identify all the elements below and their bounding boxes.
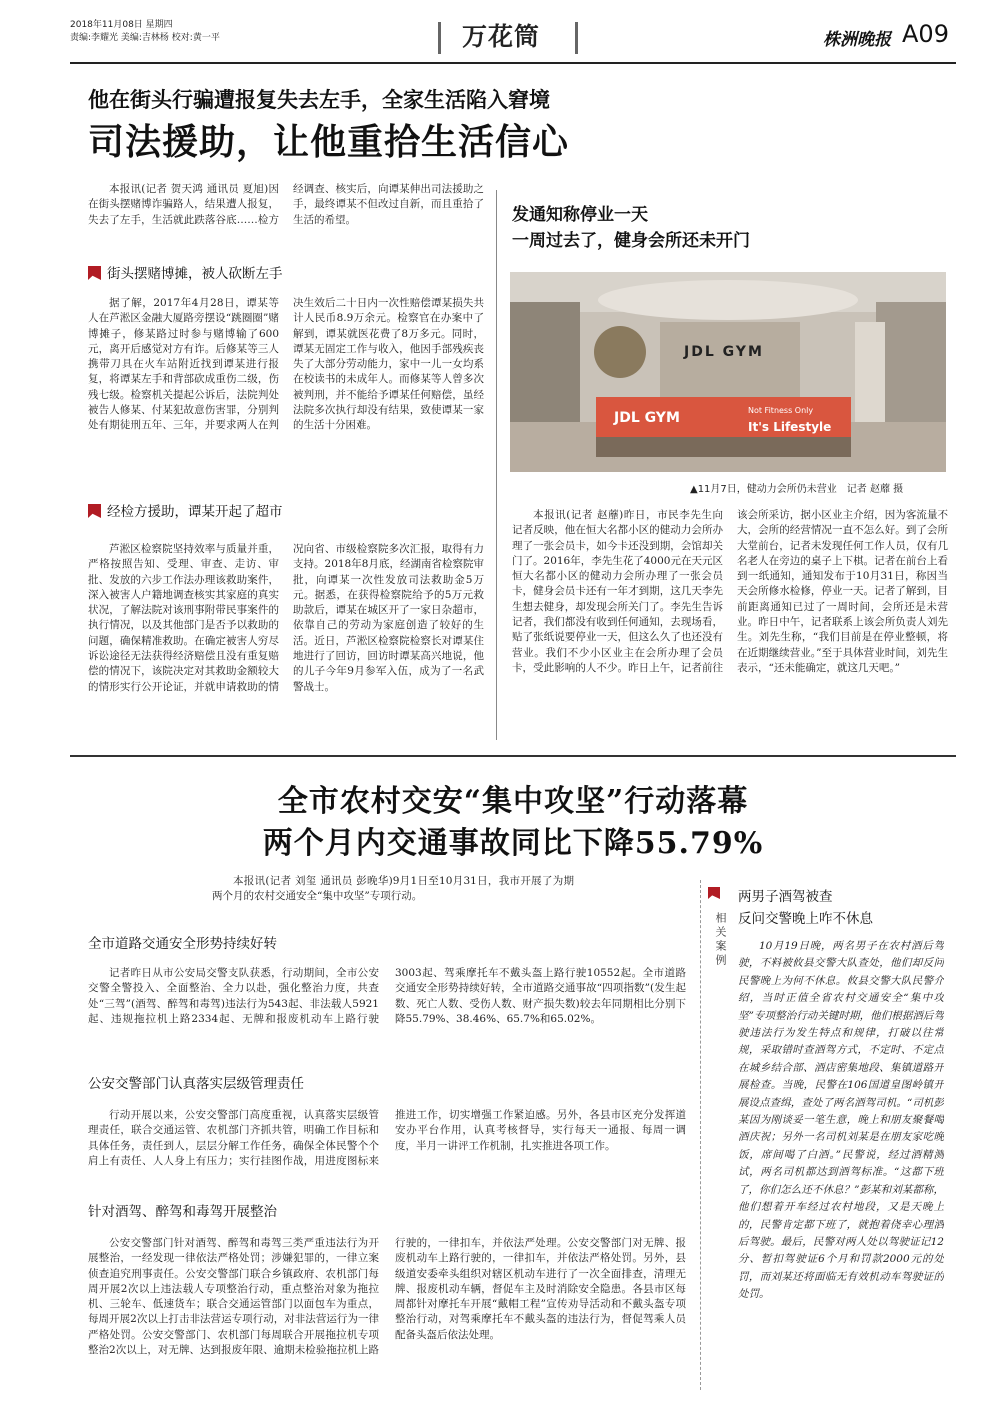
section-title: 万花筒	[462, 22, 541, 51]
gym-slogan-small: Not Fitness Only	[748, 406, 814, 415]
story3-heading2: 公安交警部门认真落实层级管理责任	[88, 1076, 304, 1092]
gym-photo	[510, 272, 946, 472]
story1-section2-title: 经检方援助，谭某开起了超市	[107, 504, 283, 520]
sidebar-title-line2: 反问交警晚上咋不休息	[738, 911, 873, 927]
story3-paragraph3: 公安交警部门针对酒驾、醉驾和毒驾三类严重违法行为开展整治，一经发现一律依法严格处罚；涉嫌犯罪的，一律立案侦查追究刑事责任。公安交警部门联合乡镇政府、农机部门每周开展2次以上违法载人专项整治行动，重点整治对象为拖拉机、三轮车、低速货车；联合交通运管部门以面包车为重点，每周开展2次以上打击非法营运专项行动，对非法营运行为一律严格处罚。公安交警部门、农机部门每周联合开展拖拉机专项整治2次以上，对无牌、达到报废年限、逾期未检验拖拉机上路行驶的，一律扣车，并依法严处理。公安交警部门对无牌、报废机动车上路行驶的，一律扣车，并依法严格处罚。另外，县级道安委牵头组织对辖区机动车进行了一次全面排查，清理无牌、报废机动车辆，督促车主及时消除安全隐患。各县市区每周都针对摩托车开展“戴帽工程”宣传劝导活动和不戴头盔专项整治行动，对驾乘摩托车不戴头盔的违法行为，督促驾乘人员配备头盔后依法处理。	[88, 1237, 686, 1357]
story3-intro: 本报讯(记者 刘玺 通讯员 彭晚华)9月1日至10月31日，我市开展了为期两个月的农村交通安全“集中攻坚”专项行动。	[212, 875, 574, 903]
story1-section1-text: 据了解，2017年4月28日，谭某等人在芦淞区金融大厦路旁摆设“跳圈圈”赌博摊子，修某路过时参与赌博输了600元，离开后感觉对方有诈。后修某等三人携带刀具在火车站附近找到谭某进行报复，将谭某左手和背部砍成重伤二级，伤残七级。检察机关提起公诉后，法院判处被告人修某、付某犯故意伤害罪，分别判处有期徒刑五年、三年，并要求两人在判决生效后二十日内一次性赔偿谭某损失共计人民币8.9万余元。检察官在办案中了解到，谭某就医花费了8万多元。同时，谭某无固定工作与收入，他因手部残疾丧失了大部分劳动能力，家中一儿一女均系在校读书的未成年人。而修某等人曾多次被判刑，并不能给予谭某任何赔偿，虽经法院多次执行却没有结果，致使谭某一家的生活十分困难。	[88, 297, 484, 432]
red-flag-icon	[88, 504, 101, 518]
brand-logo: 株洲晚报	[823, 30, 891, 50]
gym-photo-illustration	[510, 272, 946, 472]
story3-title-line1: 全市农村交安“集中攻坚”行动落幕	[277, 784, 749, 819]
gym-slogan-large: It's Lifestyle	[748, 420, 832, 434]
story3-heading1: 全市道路交通安全形势持续好转	[88, 936, 277, 952]
sidebar-flag-icon	[708, 887, 720, 899]
story3-paragraph1: 记者昨日从市公安局交警支队获悉，行动期间，全市公安交警全警投入、全面整治、全力以赴，强化整治力度，共查处“三驾”(酒驾、醉驾和毒驾)违法行为543起、非法载人5921起、违规拖拉机上路2334起、无牌和报废机动车上路行驶3003起、驾乘摩托车不戴头盔上路行驶10552起。全市道路交通安全形势持续好转，全市道路交通事故“四项指数”(发生起数、死亡人数、受伤人数、财产损失数)较去年同期相比分别下降55.79%、38.46%、65.7%和65.02%。	[88, 967, 686, 1025]
story3-title-line2: 两个月内交通事故同比下降55.79%	[262, 826, 764, 861]
sidebar-divider	[700, 880, 702, 1390]
gym-wall-sign: JDL GYM	[684, 344, 764, 360]
editors-credit: 责编:李耀光 美编:吉林杨 校对:黄一平	[70, 33, 220, 43]
story1-title: 司法援助，让他重拾生活信心	[88, 122, 570, 163]
page-number: A09	[902, 20, 949, 48]
header-bar-right	[575, 22, 578, 54]
story3-paragraph2: 行动开展以来，公安交警部门高度重视，认真落实层级管理责任，联合交通运管、农机部门齐抓共管，明确工作目标和具体任务，责任到人，层层分解工作任务，确保全体民警个个肩上有责任、人人身上有压力；实行挂图作战，用进度图标来推进工作，切实增强工作紧迫感。另外，各县市区充分发挥道安办平台作用，认真考核督导，实行每天一通报、每周一调度，半月一讲评工作机制，扎实推进各项工作。	[88, 1109, 686, 1167]
story2-title-line2: 一周过去了，健身会所还未开门	[512, 231, 750, 251]
story1-intro: 本报讯(记者 贺天鸿 通讯员 夏旭)因在街头摆赌博诈骗路人，结果遭人报复，失去了左手，生活就此跌落谷底……检方经调查、核实后，向谭某伸出司法援助之手，最终谭某不但改过自新，而且重拾了生活的希望。	[88, 183, 484, 226]
story1-subtitle: 他在街头行骗遭报复失去左手，全家生活陷入窘境	[88, 88, 550, 112]
column-divider	[496, 190, 497, 740]
header-rule	[70, 62, 956, 64]
issue-date: 2018年11月08日 星期四	[70, 20, 173, 30]
gym-counter-sign: JDL GYM	[614, 410, 680, 426]
story1-section1-title: 街头摆赌博摊，被人砍断左手	[107, 266, 283, 282]
story1-section1-heading	[88, 262, 283, 282]
sidebar-title-line1: 两男子酒驾被查	[738, 889, 833, 905]
story1-section2-heading	[88, 500, 283, 520]
red-flag-icon	[88, 266, 101, 280]
related-cases-tag: 相关案例	[714, 912, 727, 968]
story2-text: 本报讯(记者 赵蘼)昨日，市民李先生向记者反映，他在恒大名都小区的健动力会所办理了一张会员卡，如今卡还没到期，会馆却关门了。2016年，李先生花了4000元在天元区恒大名都小区的健动力会所办理了一张会员卡，健身会员卡还有一年才到期，这几天李先生想去健身，却发现会所关门了。李先生告诉记者，我们都没有收到任何通知，去现场看，贴了张纸说要停业一天，但这么久了也还没有营业。我们不少小区业主在会所办理了会员卡，受此影响的人不少。昨日上午，记者前往该会所采访，据小区业主介绍，因为客流量不大，会所的经营情况一直不怎么好。到了会所大堂前台，记者未发现任何工作人员，仅有几名老人在旁边的桌子上下棋。记者在前台上看到一纸通知，通知发布于10月31日，称因当天会所修水检修，停业一天。记者了解到，目前距离通知已过了一周时间，会所还是未营业。昨日中午，记者联系上该会所负责人刘先生。刘先生称，“我们目前是在停业整顿，将在近期继续营业。”至于具体营业时间，刘先生表示，“还未能确定，就这几天吧。”	[512, 509, 948, 674]
story1-section2-text: 芦淞区检察院坚持效率与质量并重，严格按照告知、受理、审查、走访、审批、发放的六步工作法办理该救助案件，深入被害人户籍地调查核实其家庭的真实状况，了解法院对该刑事附带民事案件的执行情况，以及其他部门是否予以救助的问题，确保精准救助。在确定被害人穷尽诉讼途径无法获得经济赔偿且没有重复赔偿的情况下，该院决定对其救助金额较大的情形实行公开论证，并就申请救助的情况向省、市级检察院多次汇报，取得有力支持。2018年8月底，经湖南省检察院审批，向谭某一次性发放司法救助金5万元。据悉，在获得检察院给予的5万元救助款后，谭某在城区开了一家日杂超市，依靠自己的劳动为家庭创造了较好的生活。近日，芦淞区检察院检察长对谭某住地进行了回访，回访时谭某高兴地说，他的儿子今年9月参军入伍，成为了一名武警战士。	[88, 543, 484, 693]
photo-caption: ▲11月7日，健动力会所仍未营业 记者 赵蘼 摄	[690, 484, 904, 495]
story2-title-line1: 发通知称停业一天	[512, 205, 648, 225]
header-bar-left	[438, 22, 441, 54]
story-separator	[70, 755, 956, 757]
story3-heading3: 针对酒驾、醉驾和毒驾开展整治	[88, 1204, 277, 1220]
sidebar-text: 10月19日晚，两名男子在农村酒后驾驶，不料被攸县交警大队查处，他们却反问民警晚上为何不休息。攸县交警大队民警介绍，当时正值全省农村交通安全“集中攻坚”专项整治行动关键时期，他们根据酒后驾驶违法行为发生特点和规律，打破以往常规，采取错时查酒驾方式，不定时、不定点在城乡结合部、酒店密集地段、集镇道路开展检查。当晚，民警在106国道皇图岭镇开展设点查缉，查处了两名酒驾司机。“司机彭某因为刚谈妥一笔生意，晚上和朋友聚餐喝酒庆祝；另外一名司机刘某是在朋友家吃晚饭，席间喝了白酒。”民警说，经过酒精测试，两名司机都达到酒驾标准。“这都下班了，你们怎么还不休息？”彭某和刘某都称，他们想着开车经过农村地段，又是天晚上的，民警肯定都下班了，就抱着侥幸心理酒后驾驶。最后，民警对两人处以驾驶证记12分、暂扣驾驶证6个月和罚款2000元的处罚，而刘某还将面临无有效机动车驾驶证的处罚。	[738, 940, 944, 1301]
